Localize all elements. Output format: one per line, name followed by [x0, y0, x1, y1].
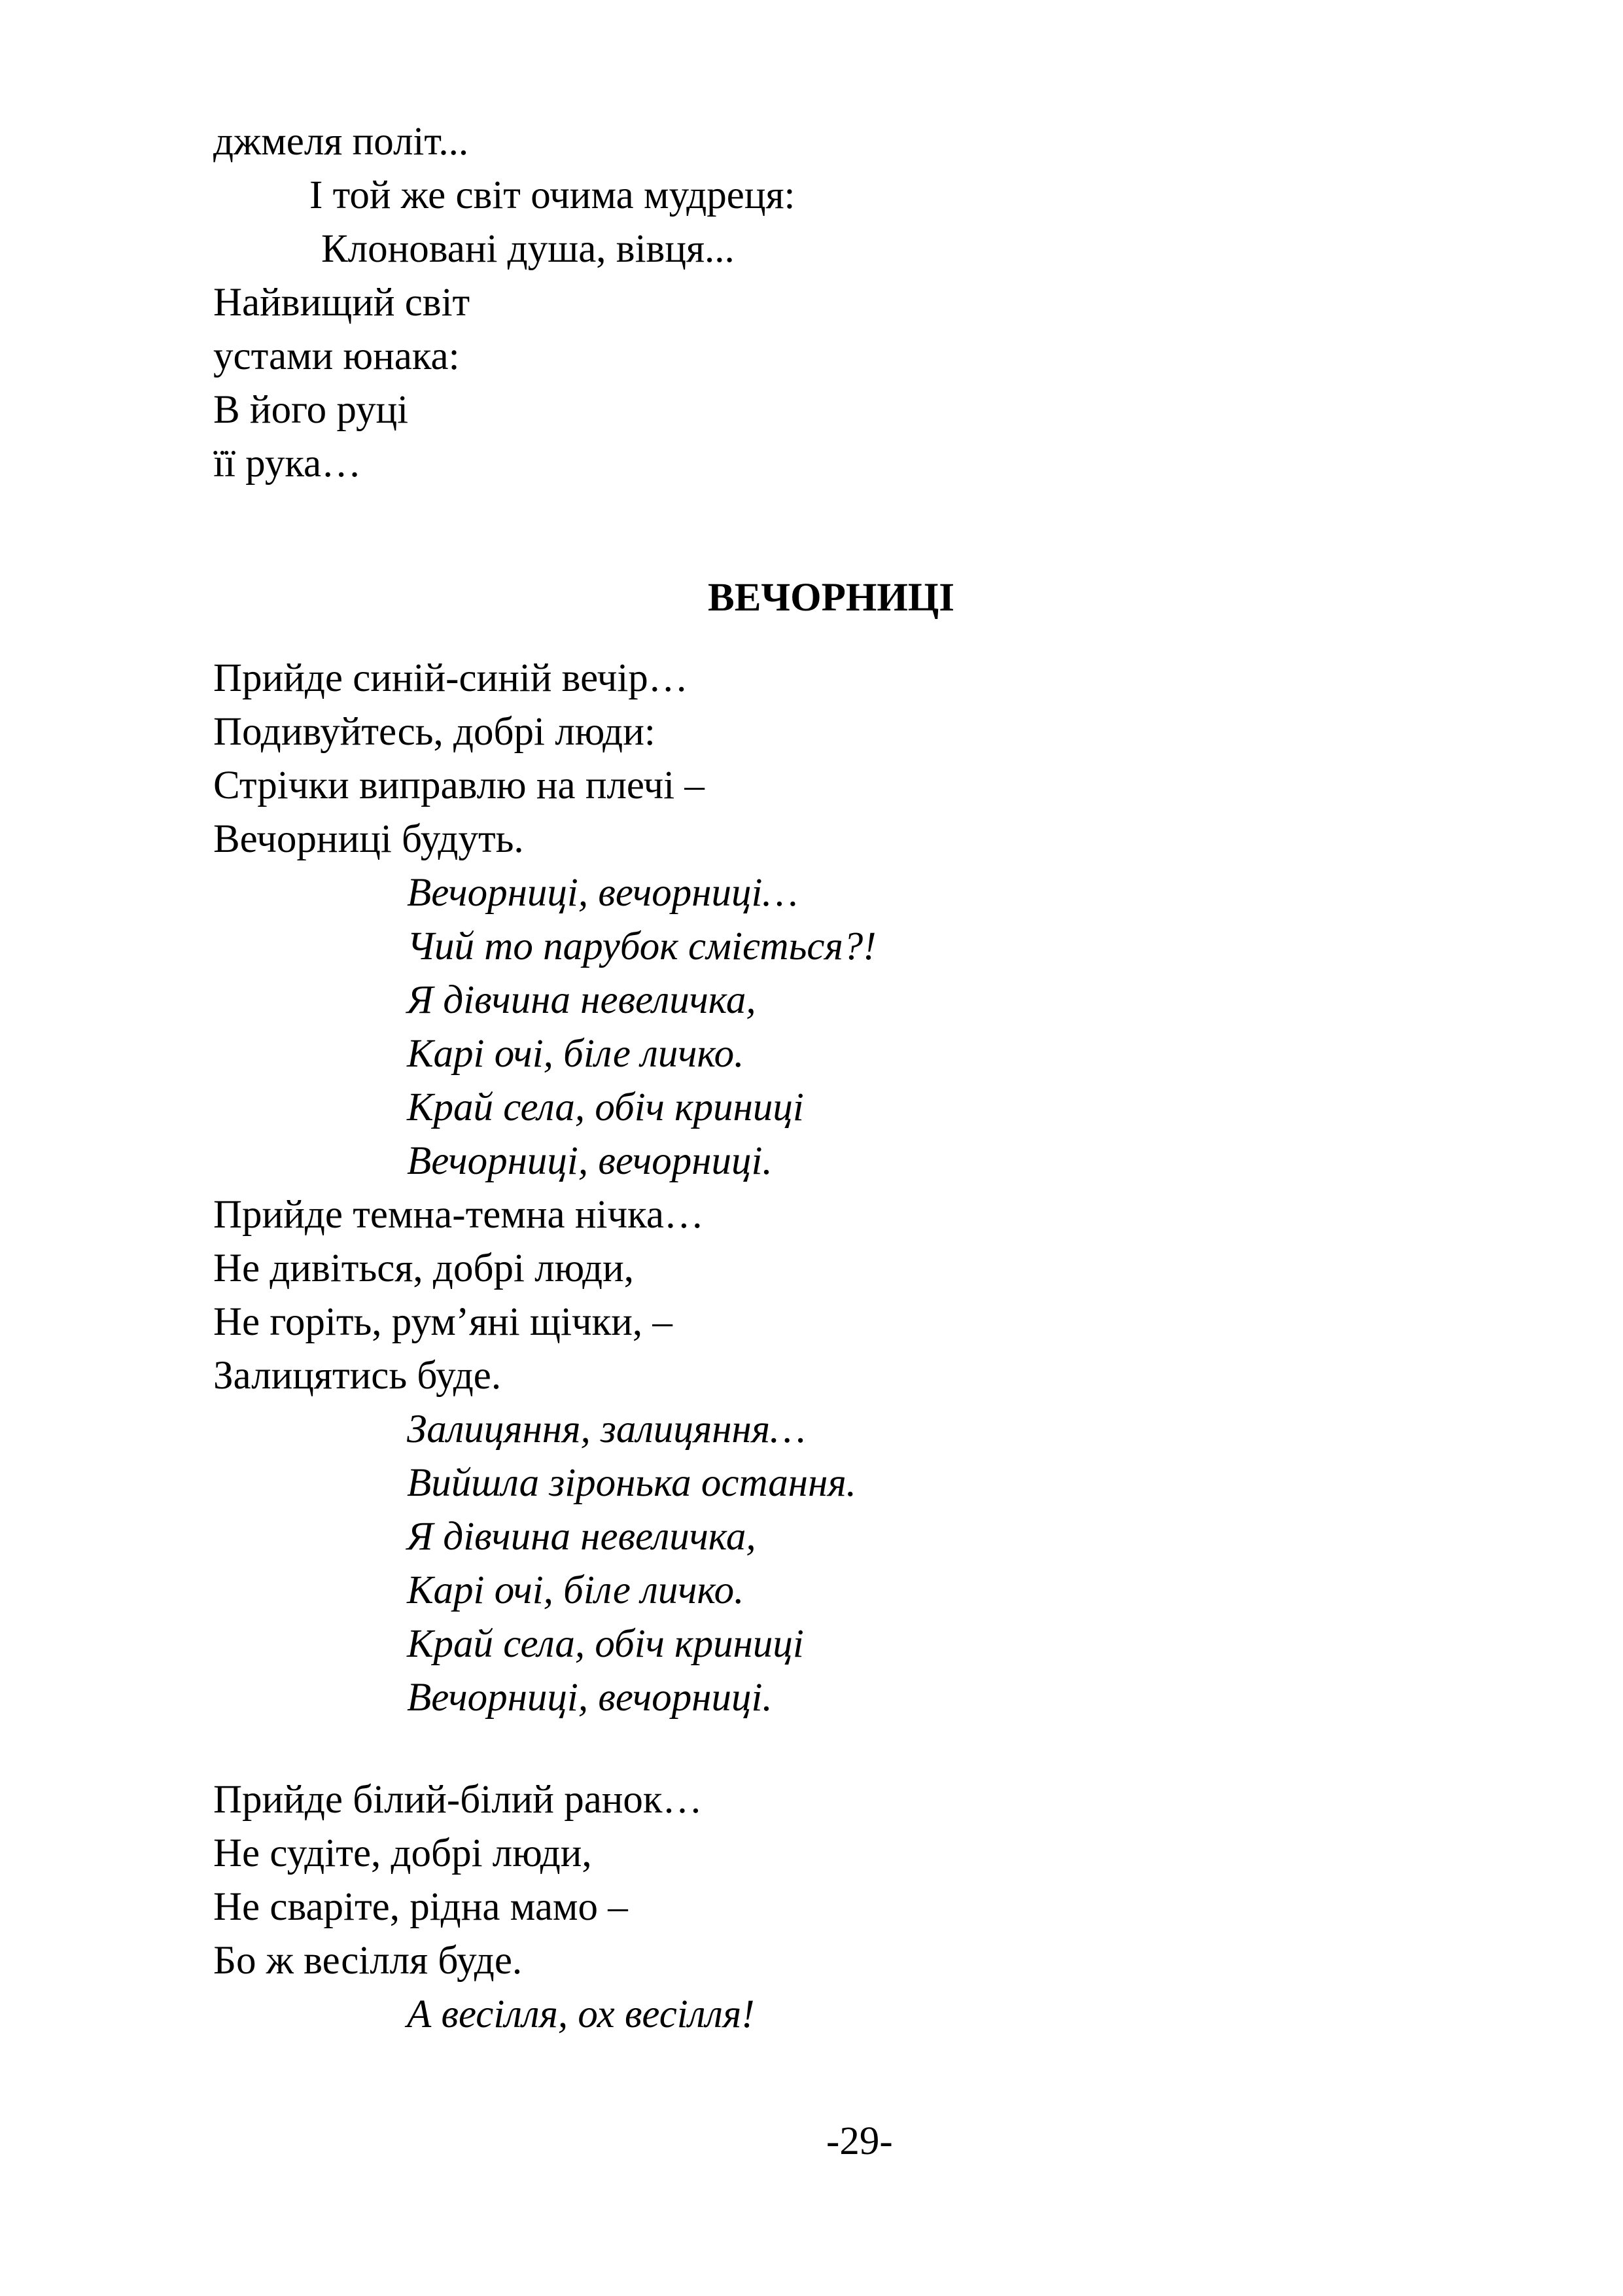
page-number: -29-	[826, 2119, 893, 2163]
stanza-line: Не горіть, рум’яні щічки, –	[213, 1300, 672, 1344]
refrain-line: Вечорниці, вечорниці.	[407, 1139, 773, 1183]
stanza-line: Залицятись буде.	[213, 1354, 502, 1398]
stanza-line: Стрічки виправлю на плечі –	[213, 764, 705, 807]
refrain-line: Вечорниці, вечорниці…	[407, 871, 798, 915]
intro-line: устами юнака:	[213, 334, 460, 378]
stanza-line: Не судіте, добрі люди,	[213, 1831, 592, 1875]
stanza-line: Подивуйтесь, добрі люди:	[213, 710, 655, 754]
refrain-line: Карі очі, біле личко.	[407, 1032, 744, 1076]
refrain-line: Вийшла зіронька остання.	[407, 1461, 856, 1505]
refrain-line: А весілля, ох весілля!	[407, 1992, 755, 2036]
refrain-line: Залицяння, залицяння…	[407, 1407, 806, 1451]
refrain-line: Я дівчина невеличка,	[407, 1515, 756, 1559]
stanza-line: Вечорниці будуть.	[213, 817, 524, 861]
intro-line: її рука…	[213, 442, 362, 486]
intro-line: В його руці	[213, 388, 409, 432]
intro-line: І той же світ очима мудреця:	[309, 173, 795, 217]
stanza-line: Прийде темна-темна нічка…	[213, 1193, 704, 1237]
refrain-line: Край села, обіч криниці	[407, 1622, 804, 1666]
poem-title: ВЕЧОРНИЦІ	[708, 575, 954, 620]
stanza-line: Прийде білий-білий ранок…	[213, 1778, 703, 1822]
refrain-line: Карі очі, біле личко.	[407, 1568, 744, 1612]
stanza-line: Не сваріте, рідна мамо –	[213, 1885, 628, 1929]
stanza-line: Бо ж весілля буде.	[213, 1939, 523, 1983]
refrain-line: Я дівчина невеличка,	[407, 978, 756, 1022]
intro-line: джмеля політ...	[213, 120, 469, 164]
stanza-line: Прийде синій-синій вечір…	[213, 656, 688, 700]
intro-line: Найвищий світ	[213, 281, 470, 325]
refrain-line: Край села, обіч криниці	[407, 1086, 804, 1129]
intro-line: Клоновані душа, вівця...	[321, 227, 735, 271]
stanza-line: Не дивіться, добрі люди,	[213, 1246, 635, 1290]
refrain-line: Вечорниці, вечорниці.	[407, 1676, 773, 1720]
refrain-line: Чий то парубок сміється?!	[407, 925, 877, 968]
